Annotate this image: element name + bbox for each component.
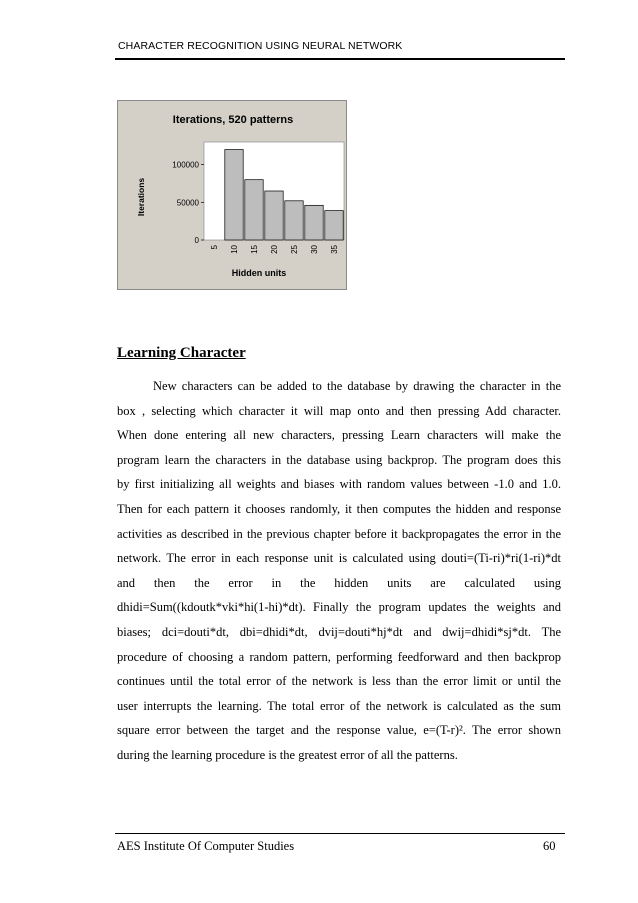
footer-rule: [115, 833, 565, 834]
paragraph-line: network. The error in each response unit is calculated using douti=(Ti-ri)*ri(1-ri)*dt: [117, 551, 561, 566]
paragraph-line: by first initializing all weights and biases with random values between -1.0 and 1.0.: [117, 477, 561, 492]
paragraph-line: When done entering all new characters, pressing Learn characters will make the: [117, 428, 561, 443]
bar-10: [225, 150, 243, 240]
paragraph-line: square error between the target and the response value, e=(T-r)². The error shown: [117, 723, 561, 738]
chart-figure: [117, 100, 347, 290]
paragraph-line: dhidi=Sum((kdoutk*vki*hi(1-hi)*dt). Finally the program updates the weights and: [117, 600, 561, 615]
x-tick-label: 20: [270, 245, 279, 254]
x-tick-label: 35: [330, 245, 339, 254]
paragraph-line: user interrupts the learning. The total error of the network is calculated as the sum: [117, 698, 561, 713]
paragraph-line: program learn the characters in the database using backprop. The program does this: [117, 452, 561, 467]
bar-35: [325, 211, 343, 240]
footer-institute: AES Institute Of Computer Studies: [117, 839, 295, 853]
bar-chart: [118, 101, 348, 291]
header-rule: [115, 58, 565, 60]
x-tick-label: 5: [210, 245, 219, 250]
bar-15: [245, 180, 263, 240]
paragraph-line: New characters can be added to the database by drawing the character in the: [153, 379, 561, 393]
y-tick-label: 100000: [172, 160, 199, 170]
paragraph-line: continues until the total error of the network is less than the error limit or until the: [117, 674, 561, 689]
y-tick-label: 0: [194, 236, 199, 245]
chart-title: Iterations, 520 patterns: [172, 114, 294, 126]
bar-30: [305, 205, 323, 240]
bar-20: [265, 191, 283, 240]
page-number: 60: [543, 839, 556, 853]
bar-25: [285, 201, 303, 240]
paragraph-line: box , selecting which character it will map onto and then pressing Add character.: [117, 403, 561, 418]
y-tick-label: 50000: [176, 198, 199, 208]
paragraph-line: during the learning procedure is the greatest error of all the patterns.: [117, 747, 458, 762]
body-paragraph: [117, 374, 561, 768]
x-tick-label: 30: [310, 245, 319, 254]
x-tick-label: 15: [250, 245, 259, 254]
paragraph-line: activities as described in the previous chapter before it backpropagates the error in the: [117, 526, 561, 541]
x-axis-label: Hidden units: [231, 268, 287, 278]
x-tick-label: 10: [230, 245, 239, 254]
paragraph-line: Then for each pattern it chooses randomly, it then computes the hidden and response: [117, 501, 561, 516]
x-tick-label: 25: [290, 245, 299, 254]
paragraph-line: and then the error in the hidden units are calculated using: [117, 575, 561, 590]
section-title: Learning Character: [117, 345, 246, 361]
paragraph-line: procedure of choosing a random pattern, performing feedforward and then backprop: [117, 649, 561, 664]
paragraph-line: biases; dci=douti*dt, dbi=dhidi*dt, dvij=douti*hj*dt and dwij=dhidi*sj*dt. The: [117, 624, 561, 639]
y-axis-label: Iterations: [136, 177, 146, 217]
running-header: CHARACTER RECOGNITION USING NEURAL NETWORK: [118, 40, 403, 52]
